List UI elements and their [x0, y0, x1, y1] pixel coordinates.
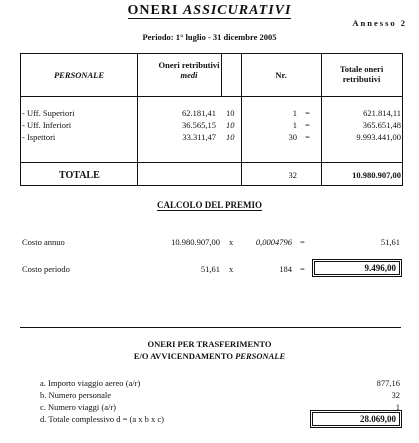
- calcolo-factor: 184: [279, 264, 292, 274]
- total-nr: 32: [288, 170, 297, 180]
- header-nr: Nr.: [275, 70, 287, 80]
- total-label: TOTALE: [59, 170, 100, 181]
- calcolo-label: Costo periodo: [22, 264, 70, 274]
- row-nr: 1: [292, 108, 297, 118]
- total-totale: 10.980.907,00: [352, 170, 401, 180]
- header-personale: PERSONALE: [53, 70, 105, 80]
- col-divider: [137, 54, 138, 185]
- total-divider: [21, 162, 402, 163]
- item-label: a. Importo viaggio aereo (a/r): [40, 378, 141, 388]
- annex-label: Annesso 2: [352, 18, 407, 28]
- calcolo-result-boxed: 9.496,00: [314, 261, 400, 275]
- header-oneri: Oneri retributivi medi: [158, 60, 220, 80]
- calcolo-label: Costo annuo: [22, 237, 65, 247]
- calcolo-op: x: [229, 237, 234, 247]
- row-label: - Uff. Superiori: [22, 108, 75, 118]
- calcolo-result: 51,61: [380, 237, 400, 247]
- row-factor: 10: [226, 132, 235, 142]
- row-oneri: 36.565,15: [182, 120, 216, 130]
- period-label: Periodo: 1° luglio - 31 dicembre 2005: [142, 32, 277, 42]
- personnel-table: [20, 53, 403, 186]
- title-part1: ONERI: [127, 3, 183, 18]
- trasferimento-title-1: ONERI PER TRASFERIMENTO: [147, 339, 272, 349]
- item-label: c. Numero viaggi (a/r): [40, 402, 116, 412]
- calcolo-value: 10.980.907,00: [171, 237, 220, 247]
- item-label: b. Numero personale: [40, 390, 112, 400]
- title-part2: ASSICURATIVI: [182, 3, 292, 18]
- calcolo-eq: =: [300, 237, 305, 247]
- row-label: - Uff. Inferiori: [22, 120, 72, 130]
- row-eq: =: [305, 120, 310, 130]
- row-factor: 10: [226, 120, 235, 130]
- row-label: - Ispettori: [22, 132, 56, 142]
- item-value: 32: [391, 390, 400, 400]
- row-nr: 1: [292, 120, 297, 130]
- header-totale: Totale oneri retributivi: [339, 64, 384, 84]
- row-totale: 621.814,11: [363, 108, 401, 118]
- calcolo-op: x: [229, 264, 234, 274]
- header-divider: [21, 96, 402, 97]
- row-eq: =: [305, 132, 310, 142]
- row-totale: 9.993.441,00: [356, 132, 401, 142]
- row-oneri: 33.311,47: [182, 132, 216, 142]
- item-value: 1: [395, 402, 400, 412]
- row-eq: =: [305, 108, 310, 118]
- calcolo-value: 51,61: [200, 264, 220, 274]
- row-nr: 30: [288, 132, 297, 142]
- item-value: 877,16: [376, 378, 400, 388]
- item-label: d. Totale complessivo d = (a x b x c): [40, 414, 164, 424]
- row-oneri: 62.181,41: [182, 108, 216, 118]
- calcolo-eq: =: [300, 264, 305, 274]
- calcolo-title: CALCOLO DEL PREMIO: [156, 200, 262, 210]
- row-factor: 10: [226, 108, 235, 118]
- item-total-boxed: 28.069,00: [312, 412, 400, 426]
- row-totale: 365.651,48: [362, 120, 401, 130]
- calcolo-factor: 0,0004796: [255, 237, 292, 247]
- page-title: [0, 3, 419, 19]
- section-divider: [20, 327, 401, 328]
- trasferimento-title-2: E/O AVVICENDAMENTO PERSONALE: [133, 351, 286, 361]
